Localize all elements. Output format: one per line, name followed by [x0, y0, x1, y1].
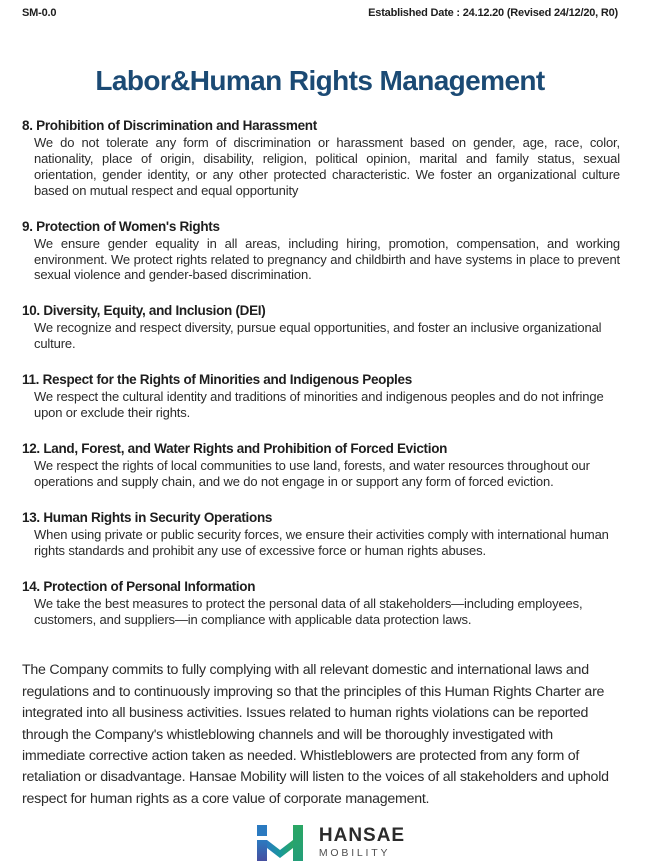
section-heading: 9. Protection of Women's Rights [22, 218, 220, 234]
logo-left-dot [257, 825, 267, 836]
section-12-land-rights [22, 440, 620, 490]
logo-bridge [267, 840, 293, 858]
charter-sections [22, 117, 620, 627]
logo-right-bar [293, 825, 303, 861]
section-heading: 12. Land, Forest, and Water Rights and Prohibition of Forced Eviction [22, 440, 448, 456]
section-heading: 13. Human Rights in Security Operations [22, 509, 273, 525]
section-body: We recognize and respect diversity, pursue equal opportunities, and foster an inclusive organizational culture. [34, 320, 602, 352]
section-body: When using private or public security forces, we ensure their activities comply with international human rights standards and prohibit any use of excessive force or human rights abuses. [34, 526, 609, 558]
section-body: We respect the rights of local communities to use land, forests, and water resources throughout our operations and supply chain, and we do not engage in or support any form of forced eviction. [34, 457, 590, 489]
hansae-logo-icon [251, 823, 309, 863]
doc-code: SM-0.0 [22, 7, 57, 19]
page-title: Labor&Human Rights Management [95, 65, 545, 96]
closing-paragraph: The Company commits to fully complying with all relevant domestic and international laws and regulations and to continuously improving so that the principles of this Human Rights Charter are integrated into all business activities. Issues related to human rights violations can be reported through the Company's whistleblowing channels and will be thoroughly investigated with immediate corrective action taken as needed. Whistleblowers are protected from any form of retaliation or disadvantage. Hansae Mobility will listen to the voices of all stakeholders and uphold respect for human rights as a core value of corporate management. [22, 662, 609, 807]
section-body: We take the best measures to protect the personal data of all stakeholders—including employees, customers, and suppliers—in compliance with applicable data protection laws. [34, 595, 583, 627]
section-body: We respect the cultural identity and traditions of minorities and indigenous peoples and do not infringe upon or exclude their rights. [34, 389, 604, 421]
section-10-dei [22, 302, 620, 352]
section-body: We ensure gender equality in all areas, including hiring, promotion, compensation, and working environment. We protect rights related to pregnancy and childbirth and have systems in place to prevent sexual violence and gender-based discrimination. [34, 235, 620, 283]
section-body: We do not tolerate any form of discrimination or harassment based on gender, age, race, color, nationality, place of origin, disability, religion, political opinion, marital and family status, sexual orientation, gender identity, or any other protected characteristic. We foster an organizational culture based on mutual respect and equal opportunity [34, 135, 620, 198]
logo-sub-text: MOBILITY [318, 847, 391, 860]
logo-left-stem [257, 840, 267, 861]
established-date: Established Date : 24.12.20 (Revised 24/12/20, R0) [368, 7, 618, 19]
section-11-minorities [22, 371, 620, 421]
section-heading: 14. Protection of Personal Information [22, 578, 256, 594]
section-heading: 10. Diversity, Equity, and Inclusion (DEI) [22, 303, 266, 319]
logo-wordmark [319, 826, 405, 860]
section-14-personal-information [22, 578, 620, 628]
section-heading: 8. Prohibition of Discrimination and Harassment [22, 118, 317, 133]
section-heading: 11. Respect for the Rights of Minorities and Indigenous Peoples [22, 372, 412, 388]
hansae-mobility-logo [8, 823, 648, 863]
section-13-security-operations [22, 509, 620, 559]
document-header [0, 0, 640, 19]
logo-brand-text: HANSAE [318, 825, 406, 847]
section-8-discrimination [22, 117, 620, 199]
section-9-womens-rights [22, 218, 620, 284]
